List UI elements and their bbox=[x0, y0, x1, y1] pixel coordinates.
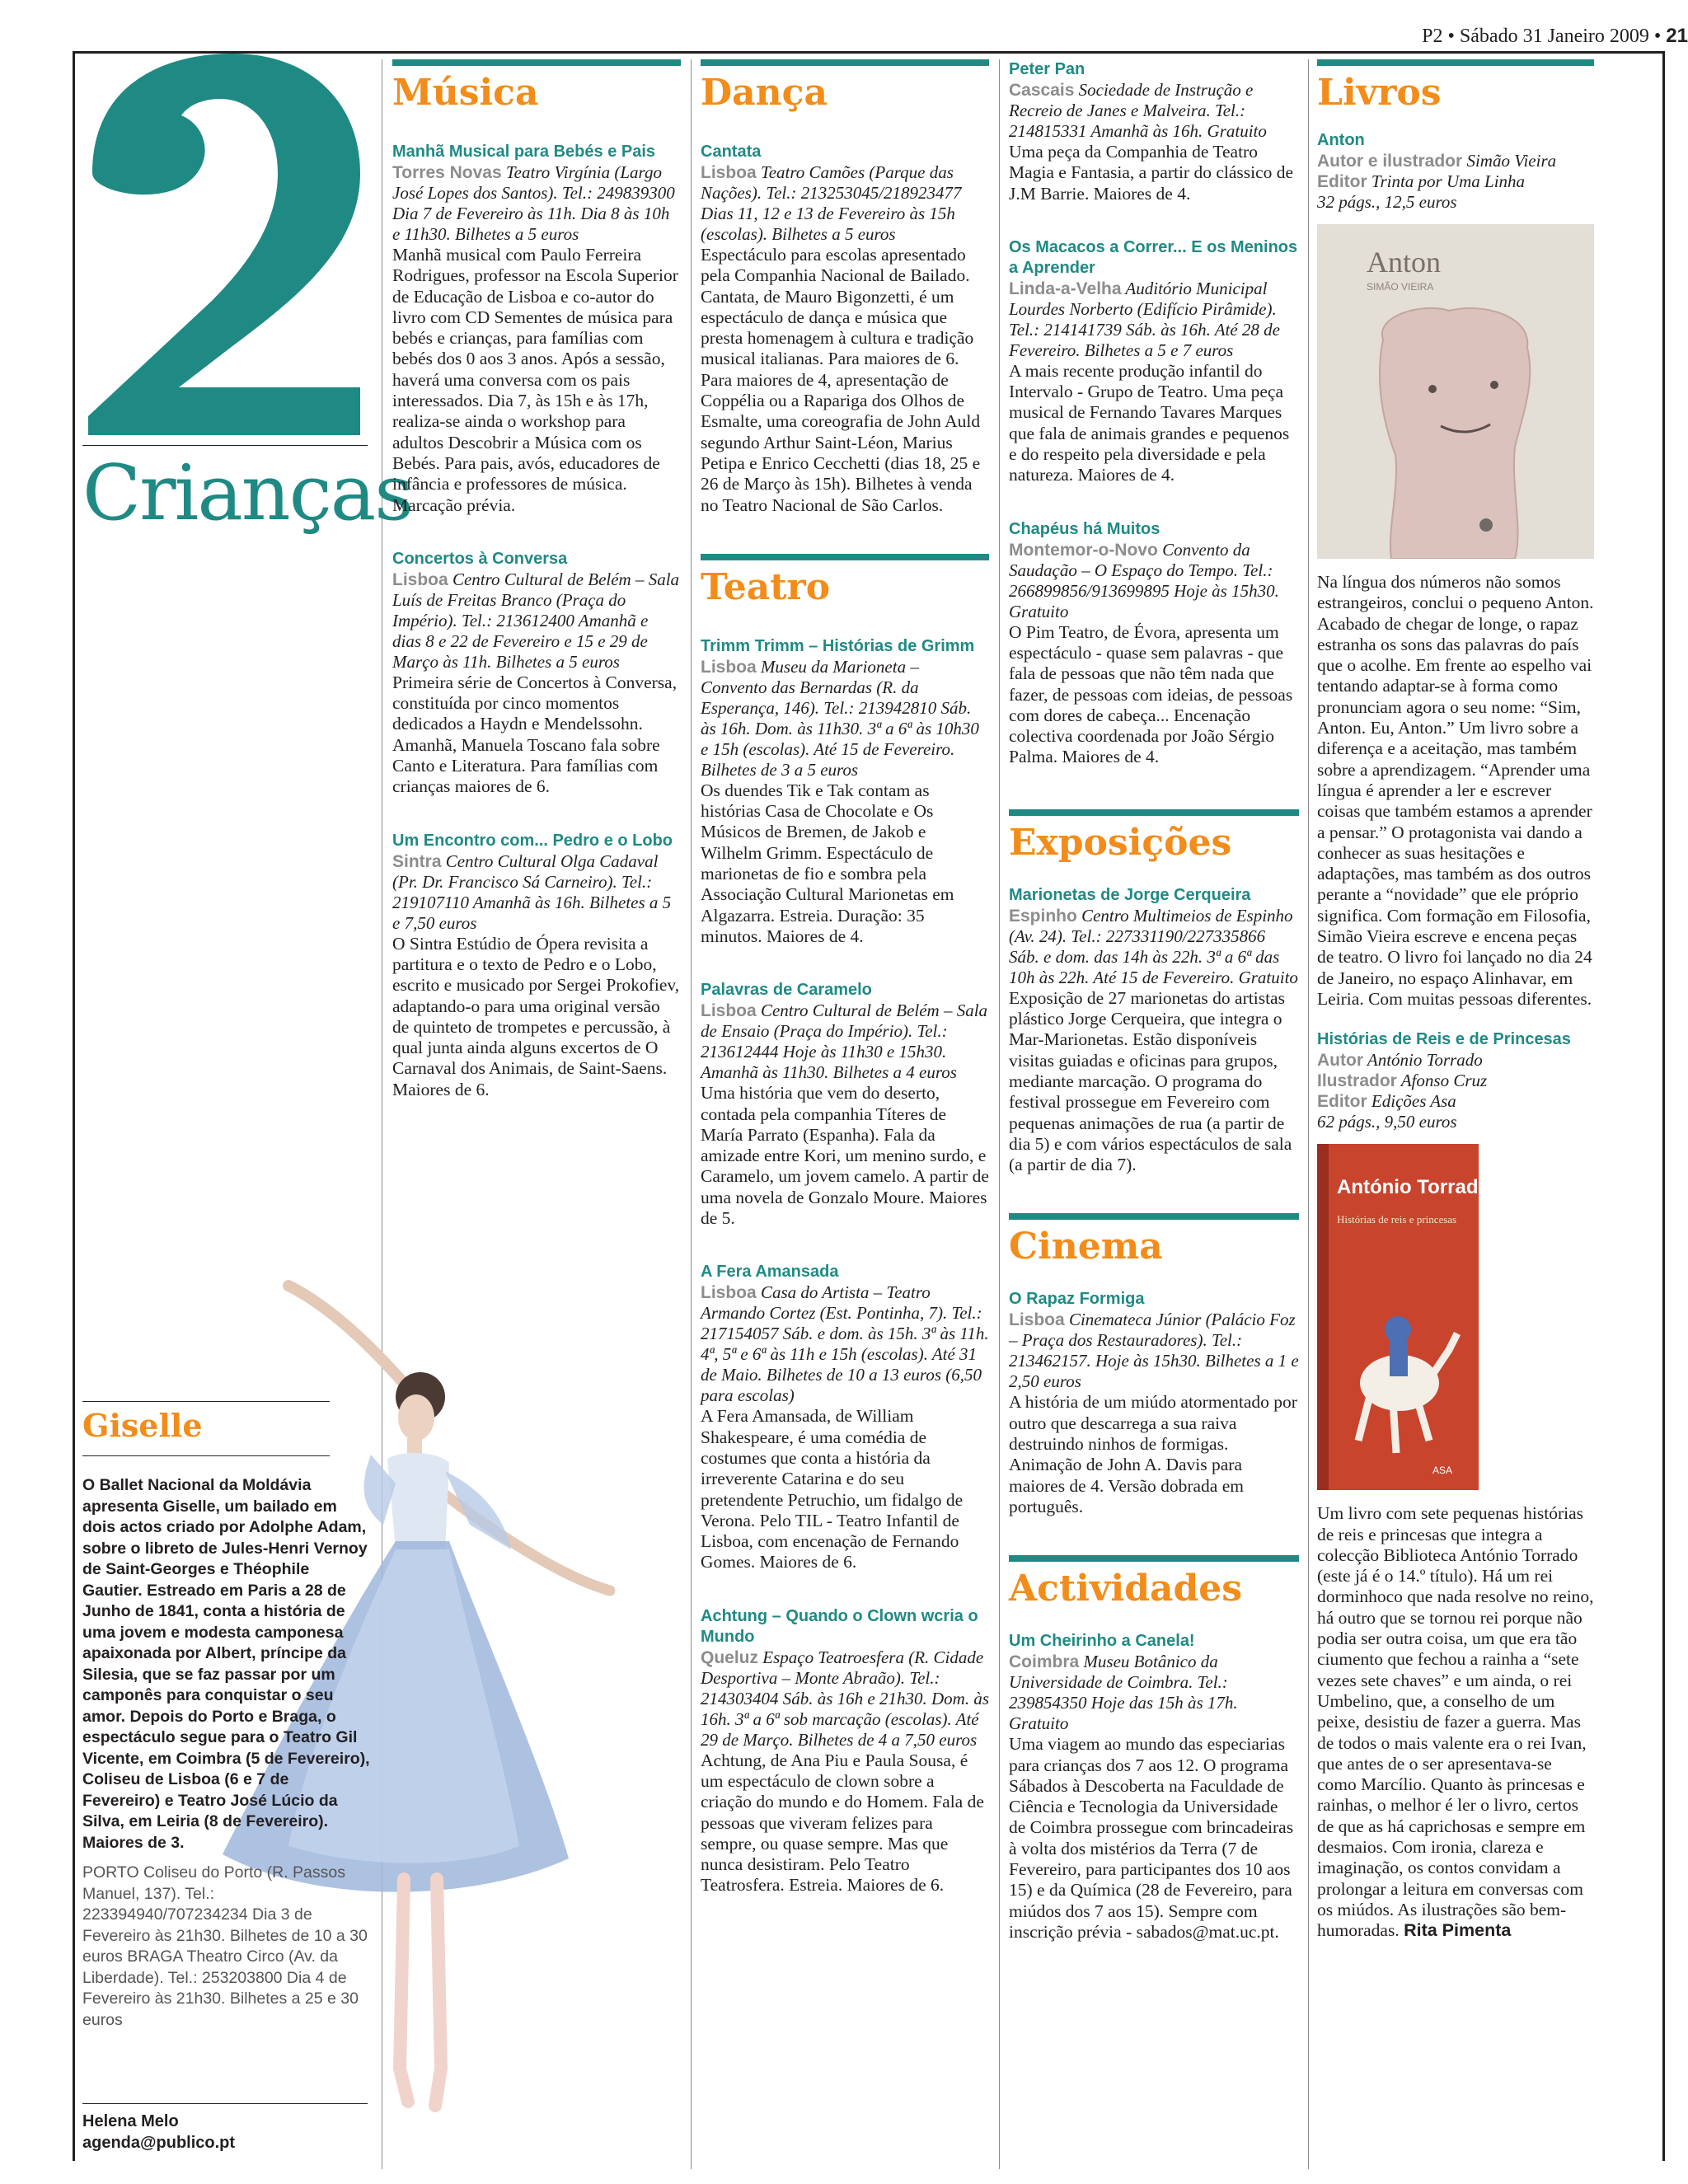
event-title: Peter Pan bbox=[1009, 60, 1085, 78]
event-location: Sintra bbox=[392, 851, 442, 871]
event-description: Espectáculo para escolas apresentado pela Companhia Nacional de Bailado. Cantata, de Mauro Bigonzetti, é um espectáculo de dança e música que presta homenagem à cultura e tradição musical italianas. Para maiores de 6. Para maiores de 4, apresentação de Coppélia ou a Rapariga dos Olhos de Esmalte, uma coreografia de John Auld segundo Arthur Saint-Léon, Marius Petipa e Enrico Cecchetti (dias 18, 25 e 26 de Março às 15h). Bilhetes à venda no Teatro Nacional de São Carlos. bbox=[701, 245, 981, 515]
book-title: Anton bbox=[1317, 131, 1365, 149]
author-name: Helena Melo bbox=[82, 2112, 179, 2130]
actividades-heading: Actividades bbox=[1009, 1555, 1299, 1613]
event-title: Manhã Musical para Bebés e Pais bbox=[392, 143, 656, 161]
giselle-venues: PORTO Coliseu do Porto (R. Passos Manuel, 137). Tel.: 223394940/707234234 Dia 3 de Fevereiro às 21h30. Bilhetes de 10 a 30 euros BRAGA Theatro Circo (Av. da Liberdade). Tel.: 253203800 Dia 4 de Fevereiro às 21h30. Bilhetes a 25 e 30 euros bbox=[82, 1863, 368, 2029]
event-location: Montemor-o-Novo bbox=[1009, 540, 1158, 560]
book-credits: Autor António Torrado bbox=[1317, 1050, 1483, 1071]
book-title: Histórias de Reis e de Princesas bbox=[1317, 1030, 1571, 1049]
event-location: Lisboa bbox=[701, 1283, 757, 1303]
page-number: 21 bbox=[1666, 25, 1688, 47]
event-description: O Sintra Estúdio de Ópera revisita a partitura e o texto de Pedro e o Lobo, escrito e musicado por Sergei Prokofiev, adaptando-o para uma original versão de quinteto de trompetes e percussão, à qual junta ainda alguns excertos de O Carnaval dos Animais, de Saint-Saens. Maiores de 6. bbox=[392, 933, 680, 1099]
event-location: Lisboa bbox=[701, 1001, 757, 1021]
event-description: Achtung, de Ana Piu e Paula Sousa, é um espectáculo de clown sobre a criação do mundo e do Homem. Fala de pessoas que viveram felizes para sempre, ou quase sempre. Mas que nunca desistiram. Pelo Teatro Teatrosfera. Estreia. Maiores de 6. bbox=[701, 1750, 984, 1896]
event-location: Lisboa bbox=[1009, 1310, 1065, 1330]
event-info: Espinho Centro Multimeios de Espinho (Av. 24). Tel.: 227331190/227335866 Sáb. e dom. das 14h às 22h. 3ª a 6ª das 10h às 22h. Até 15 de Fevereiro. Gratuito bbox=[1009, 905, 1298, 987]
column-separator bbox=[1308, 59, 1309, 2169]
column-livros bbox=[1317, 59, 1594, 1941]
event-title: Os Macacos a Correr... E os Meninos a Aprender bbox=[1009, 237, 1298, 277]
section-title: Crianças bbox=[82, 448, 412, 537]
event-description: Os duendes Tik e Tak contam as histórias Casa de Chocolate e Os Músicos de Bremen, de Jakob e Wilhelm Grimm. Espectáculo de marionetas de fio e sombra pela Associação Cultural Marionetas em Algazarra. Estreia. Duração: 35 minutos. Maiores de 4. bbox=[701, 780, 954, 946]
event-location: Cascais bbox=[1009, 81, 1075, 100]
teatro-heading: Teatro bbox=[701, 554, 989, 612]
event-description: Exposição de 27 marionetas do artistas plástico Jorge Cerqueira, que integra o Mar-Marionetas. Estão disponíveis visitas guiadas e oficinas para grupos, mediante marcação. O programa do festival prossegue em Fevereiro com pequenas animações de rua (a partir de dia 5) e com vários espectáculos de sala (a partir de dia 7). bbox=[1009, 987, 1292, 1175]
event-description: Primeira série de Concertos à Conversa, constituída por cinco momentos dedicados a Haydn e Mendelssohn. Amanhã, Manuela Toscano fala sobre Canto e Literatura. Para famílias com crianças maiores de 6. bbox=[392, 672, 678, 797]
cinema-heading: Cinema bbox=[1009, 1213, 1299, 1271]
event-info: Coimbra Museu Botânico da Universidade de Coimbra. Tel.: 239854350 Hoje das 15h às 17h. Gratuito bbox=[1009, 1652, 1238, 1734]
event-location: Lisboa bbox=[701, 657, 757, 677]
musica-heading: Música bbox=[392, 59, 681, 117]
byline bbox=[82, 2103, 368, 2154]
anton-cover-image bbox=[1317, 224, 1594, 559]
column-separator bbox=[691, 59, 692, 2169]
event-description: A Fera Amansada, de William Shakespeare, é uma comédia de costumes que conta a história da irreverente Catarina e do seu pretendente Petruchio, um fidalgo de Verona. Pelo TIL - Teatro Infantil de Lisboa, com encenação de Fernando Gomes. Maiores de 6. bbox=[701, 1406, 964, 1572]
section-number-graphic bbox=[76, 49, 373, 437]
event-info: Lisboa Cinemateca Júnior (Palácio Foz – Praça dos Restauradores). Tel.: 213462157. Hoje às 15h30. Bilhetes a 1 e 2,50 euros bbox=[1009, 1310, 1299, 1392]
book-credits: Editor Edições Asa bbox=[1317, 1091, 1456, 1112]
event-info: Lisboa Museu da Marioneta – Convento das Bernardas (R. da Esperança, 146). Tel.: 213942810 Sáb. às 16h. Dom. às 11h30. 3ª a 6ª às 10h30 e 15h (escolas). Até 15 de Fevereiro. Bilhetes de 3 a 5 euros bbox=[701, 656, 979, 780]
book-review: Na língua dos números não somos estrangeiros, conclui o pequeno Anton. Acabado de chegar de longe, o rapaz estranha os sons das palavras do país que o acolhe. Em frente ao espelho vai tentando adaptar-se à forma como pronunciam agora o seu nome: “Sim, Anton. Eu, Anton.” Um livro sobre a diferença e a aceitação, mas também sobre a aprendizagem. “Aprender uma língua é aprender a ler e escrever coisas que também estamos a aprender a pensar.” O protagonista vai dando a conhecer as suas hesitações e adaptações, mas também as dos outros perante a “novidade” que ele próprio significa. Com formação em Filosofia, Simão Vieira escreve e encena peças de teatro. O livro foi lançado no dia 24 de Janeiro, no espaço Alinhavar, em Leiria. Com muitas pessoas diferentes. bbox=[1317, 572, 1594, 1009]
event-description: Uma história que vem do deserto, contada pela companhia Títeres de María Parrato (Espanha). Fala da amizade entre Kori, um menino surdo, e Caramelo, um jovem camelo. A partir de uma novela de Gonzalo Moure. Maiores de 5. bbox=[701, 1083, 989, 1229]
event-info: Linda-a-Velha Auditório Municipal Lourdes Norberto (Edifício Pirâmide). Tel.: 214141739 Sáb. às 16h. Até 28 de Fevereiro. Bilhetes a 5 e 7 euros bbox=[1009, 278, 1280, 360]
event-title: Um Cheirinho a Canela! bbox=[1009, 1632, 1195, 1651]
column-separator bbox=[999, 59, 1000, 2169]
event-title: Trimm Trimm – Histórias de Grimm bbox=[701, 636, 975, 655]
event-description: Manhã musical com Paulo Ferreira Rodrigues, professor na Escola Superior de Educação de Lisboa e co-autor do livro com CD Sementes de música para bebés e crianças, para famílias com bebés dos 0 aos 3 anos. Após a sessão, haverá uma conversa com os pais interessados. Dia 7, às 15h e às 17h, realiza-se ainda o workshop para adultos Descobrir a Música com os Bebés. Para pais, avós, educadores de infância e professores de música. Marcação prévia. bbox=[392, 245, 678, 515]
column-danca-teatro bbox=[701, 59, 989, 1896]
event-info: Cascais Sociedade de Instrução e Recreio de Janes e Malveira. Tel.: 214815331 Amanhã às 16h. Gratuito bbox=[1009, 80, 1267, 141]
event-location: Coimbra bbox=[1009, 1652, 1080, 1672]
danca-heading: Dança bbox=[701, 59, 989, 117]
torrado-cover-image bbox=[1317, 1144, 1479, 1490]
book-credits: Ilustrador Afonso Cruz bbox=[1317, 1071, 1488, 1091]
torrado-cover-title: Histórias de reis e princesas bbox=[1337, 1213, 1457, 1226]
event-location: Espinho bbox=[1009, 906, 1077, 926]
event-description: O Pim Teatro, de Évora, apresenta um espectáculo - quase sem palavras - que fala de pessoas que não têm nada que fazer, de pessoas com ideias, de pessoas com dores de cabeça... Encenação colectiva coordenada por João Sérgio Palma. Maiores de 4. bbox=[1009, 621, 1293, 767]
column-musica bbox=[392, 59, 681, 1100]
event-location: Linda-a-Velha bbox=[1009, 279, 1122, 298]
event-title: A Fera Amansada bbox=[701, 1263, 839, 1282]
event-title: Achtung – Quando o Clown wcria o Mundo bbox=[701, 1606, 978, 1646]
livros-heading: Livros bbox=[1317, 59, 1594, 117]
event-title: Chapéus há Muitos bbox=[1009, 519, 1160, 538]
giselle-rule bbox=[82, 1455, 330, 1456]
anton-cover-author: SIMÃO VIEIRA bbox=[1367, 281, 1434, 293]
header-date: Sábado 31 Janeiro 2009 bbox=[1459, 26, 1649, 47]
book-credits: Editor Trinta por Uma Linha bbox=[1317, 171, 1526, 191]
event-title: Concertos à Conversa bbox=[392, 549, 568, 568]
event-info: Lisboa Teatro Camões (Parque das Nações). Tel.: 213253045/218923477 Dias 11, 12 e 13 de Fevereiro às 15h (escolas). Bilhetes a 5 euros bbox=[701, 162, 962, 244]
event-info: Montemor-o-Novo Convento da Saudação – O Espaço do Tempo. Tel.: 266899856/913699895 Hoje às 15h30. Gratuito bbox=[1009, 539, 1279, 621]
event-info: Lisboa Centro Cultural de Belém – Sala de Ensaio (Praça do Império). Tel.: 213612444 Hoje às 11h30 e 15h30. Amanhã às 11h30. Bilhetes a 4 euros bbox=[701, 1001, 988, 1083]
giselle-heading: Giselle bbox=[82, 1401, 330, 1444]
event-title: Palavras de Caramelo bbox=[701, 981, 872, 1000]
book-review: Um livro com sete pequenas histórias de reis e princesas que integra a colecção Biblioteca António Torrado (este já é o 14.º título). Há um rei dorminhoco que nada resolve no reino, há outro que se tornou rei porque não podia ser outra coisa, um que era tão ciumento que fechou a rainha a “sete vezes sete chaves” e um ainda, o rei Umbelino, que, a conselho de um peixe, desistiu de fazer a guerra. Mas de todos o mais valente era o rei Ivan, que antes de o ser apresentava-se como Marcílio. Quanto às princesas e rainhas, o melhor é ler o livro, certos de que as há caprichosas e sempre em desmaios. Com ironia, clareza e imaginação, os contos convidam a prolongar a leitura em conversas com os miúdos. As ilustrações são bem-humoradas. Rita Pimenta bbox=[1317, 1503, 1594, 1941]
event-title: Um Encontro com... Pedro e o Lobo bbox=[392, 831, 673, 850]
exposicoes-heading: Exposições bbox=[1009, 809, 1299, 867]
reviewer-name: Rita Pimenta bbox=[1404, 1920, 1512, 1941]
event-description: A mais recente produção infantil do Intervalo - Grupo de Teatro. Uma peça musical de Fernando Tavares Marques que fala de animais grandes e pequenos e do respeito pela diversidade e pela natureza. Maiores de 4. bbox=[1009, 360, 1290, 485]
left-rule bbox=[82, 445, 368, 446]
event-location: Torres Novas bbox=[392, 163, 502, 182]
event-title: Marionetas de Jorge Cerqueira bbox=[1009, 885, 1251, 904]
event-info: Sintra Centro Cultural Olga Cadaval (Pr. Dr. Francisco Sá Carneiro). Tel.: 219107110 Amanhã às 16h. Bilhetes a 5 e 7,50 euros bbox=[392, 851, 672, 933]
torrado-cover-author: António Torrado bbox=[1337, 1176, 1479, 1199]
header-section: P2 bbox=[1422, 26, 1443, 47]
event-info: Lisboa Casa do Artista – Teatro Armando Cortez (Est. Pontinha, 7). Tel.: 217154057 Sáb. e dom. às 15h. 3ª às 11h. 4ª, 5ª e 6ª às 11h e 15h (escolas). Até 31 de Maio. Bilhetes de 10 a 13 euros (6,50 para escolas) bbox=[701, 1282, 989, 1406]
event-description: Uma viagem ao mundo das especiarias para crianças dos 7 aos 12. O programa Sábados à Descoberta na Faculdade de Ciência e Tecnologia da Universidade de Coimbra prossegue com brincadeiras à volta dos mistérios da Terra (7 de Fevereiro, para participantes dos 10 aos 15) e da Química (28 de Fevereiro, para miúdos dos 7 aos 15). Sempre com inscrição prévia - sabados@mat.uc.pt. bbox=[1009, 1734, 1294, 1942]
event-description: Uma peça da Companhia de Teatro Magia e Fantasia, a partir do clássico de J.M Barrie. Maiores de 4. bbox=[1009, 142, 1294, 204]
event-title: Cantata bbox=[701, 143, 762, 161]
column-events bbox=[1009, 59, 1299, 1943]
event-info: Lisboa Centro Cultural de Belém – Sala Luís de Freitas Branco (Praça do Império). Tel.: 213612400 Amanhã e dias 8 e 22 de Fevereiro e 15 e 29 de Março às 11h. Bilhetes a 5 euros bbox=[392, 569, 680, 672]
giselle-text: O Ballet Nacional da Moldávia apresenta Giselle, um bailado em dois actos criado por Adolphe Adam, sobre o libreto de Jules-Henri Vernoy de Saint-Georges e Théophile Gautier. Estreado em Paris a 28 de Junho de 1841, conta a história de uma jovem e modesta camponesa apaixonada por Albert, príncipe da Silesia, que se faz passar por um camponês para conquistar o seu amor. Depois do Porto e Braga, o espectáculo segue para o Teatro Gil Vicente, em Coimbra (5 de Fevereiro), Coliseu de Lisboa (6 e 7 de Fevereiro) e Teatro José Lúcio da Silva, em Leiria (8 de Fevereiro). Maiores de 3. bbox=[82, 1476, 370, 1852]
event-title: O Rapaz Formiga bbox=[1009, 1290, 1145, 1309]
book-credits: Autor e ilustrador Simão Vieira bbox=[1317, 151, 1557, 171]
book-details: 32 págs., 12,5 euros bbox=[1317, 192, 1457, 212]
event-info: Torres Novas Teatro Virgínia (Largo José Lopes dos Santos). Tel.: 249839300 Dia 7 de Fevereiro às 11h. Dia 8 às 10h e 11h30. Bilhetes a 5 euros bbox=[392, 162, 675, 244]
torrado-cover-publisher: ASA bbox=[1432, 1465, 1453, 1477]
event-description: A história de um miúdo atormentado por outro que descarrega a sua raiva destruindo ninhos de formigas. Animação de John A. Davis para maiores de 4. Versão dobrada em português. bbox=[1009, 1392, 1297, 1516]
event-location: Queluz bbox=[701, 1647, 759, 1667]
event-location: Lisboa bbox=[701, 163, 757, 182]
event-info: Queluz Espaço Teatroesfera (R. Cidade Desportiva – Monte Abraão). Tel.: 214303404 Sáb. às 16h e 21h30. Dom. às 16h. 3ª a 6ª sob marcação (escolas). Até 29 de Março. Bilhetes de 4 a 7,50 euros bbox=[701, 1647, 989, 1750]
event-location: Lisboa bbox=[392, 569, 448, 589]
book-details: 62 págs., 9,50 euros bbox=[1317, 1112, 1457, 1132]
page-header: P2 • Sábado 31 Janeiro 2009 • 21 bbox=[1422, 25, 1688, 47]
anton-cover-title: Anton bbox=[1367, 246, 1441, 279]
author-email[interactable]: agenda@publico.pt bbox=[82, 2134, 236, 2152]
